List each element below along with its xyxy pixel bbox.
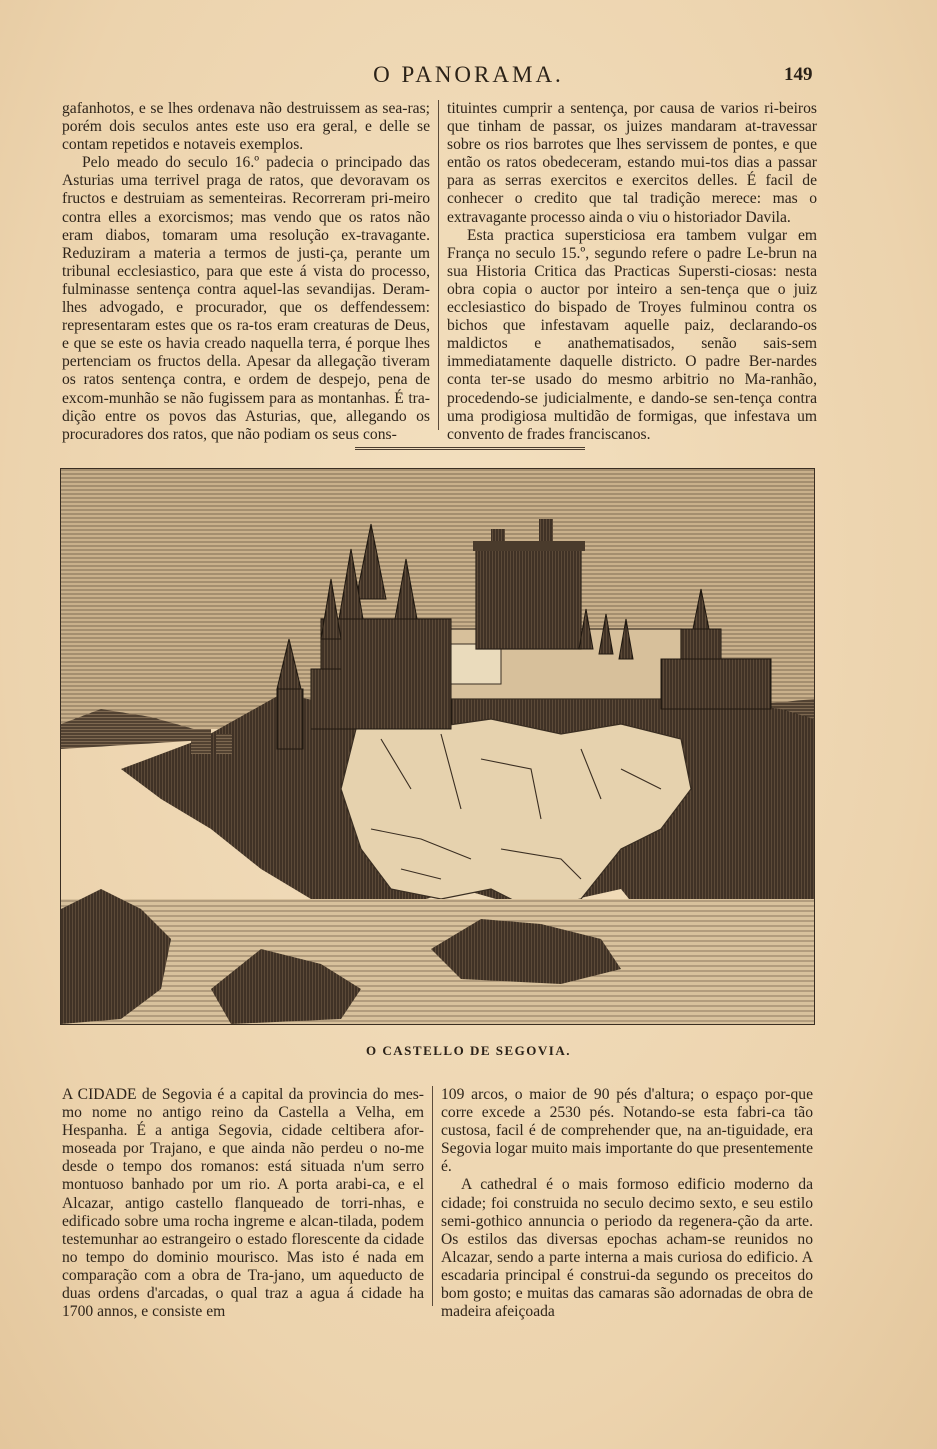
paragraph: tituintes cumprir a sentença, por causa de varios ri-beiros que tinham de passar, os juizes mandaram at-travessar sobre os rios barrotes que lhes servissem de pontes, e que então os ratos obedeceram, estando mui-tos dias a passar para as serras exercitos e exercitos delles. É facil de conhecer o credito que tal tradição merece: mas o extravagante processo ainda o viu o historiador Davila. xyxy=(447,100,817,226)
bottom-left-column xyxy=(62,1086,424,1321)
page-number: 149 xyxy=(784,64,813,85)
column-divider xyxy=(438,100,439,430)
castle-engraving xyxy=(60,468,815,1025)
paragraph: gafanhotos, e se lhes ordenava não destruissem as sea-ras; porém dois seculos antes este uso era geral, e delle se contam repetidos e notaveis exemplos. xyxy=(62,100,430,154)
column-divider xyxy=(432,1086,433,1306)
paragraph: A CIDADE de Segovia é a capital da provincia do mes-mo nome no antigo reino da Castella a Velha, em Hespanha. É a antiga Segovia, cidade celtibera afor-moseada por Trajano, e que ainda não perdeu o no-me desde o tempo dos romanos: está situada n'um serro montuoso banhado por um rio. A porta arabi-ca, e el Alcazar, antigo castello flanqueado de torri-nhas, e edificado sobre uma rocha ingreme e alcan-tilada, podem testemunhar ao estrangeiro o estado florescente da cidade no tempo do dominio mourisco. Mas isto é nada em comparação com a obra de Tra-jano, um aqueducto de duas ordens d'arcadas, o qual traz a agua á cidade ha 1700 annos, e consiste em xyxy=(62,1086,424,1321)
figure-caption: O CASTELLO DE SEGOVIA. xyxy=(366,1043,571,1058)
bottom-right-column xyxy=(441,1086,813,1321)
paragraph: A cathedral é o mais formoso edificio moderno da cidade; foi construida no seculo decimo sexto, e seu estilo semi-gothico annuncia o periodo da regenera-ção da arte. Os estilos das diversas epochas acham-se reunidos no Alcazar, sendo a parte interna a mais curiosa do edificio. A escadaria principal é construi-da segundo os preceitos do bom gosto; e muitas das camaras são adornadas de obra de madeira afeiçoada xyxy=(441,1176,813,1321)
top-left-column xyxy=(62,100,430,444)
section-separator xyxy=(355,447,585,450)
paragraph: Esta practica supersticiosa era tambem vulgar em França no seculo 15.º, segundo refere o padre Le-brun na sua Historia Critica das Practicas Supersti-ciosas: nesta obra copia o auctor por inteiro a sen-tença que o juiz ecclesiastico do bispado de Troyes fulminou contra os bichos que infestavam aquelle paiz, declarando-os maldictos e anathematisados, senão sais-sem immediatamente daquelle districto. O padre Ber-nardes conta ter-se usado do mesmo arbitrio no Ma-ranhão, procedendo-se judicialmente, e dando-se sen-tença contra uma prodigiosa multidão de formigas, que infestava um convento de frades franciscanos. xyxy=(447,226,817,443)
running-title: O PANORAMA. xyxy=(373,62,564,87)
paragraph: 109 arcos, o maior de 90 pés d'altura; o espaço por-que corre excede a 2530 pés. Notando-se esta fabri-ca tão custosa, facil é de comprehender que, na an-tiguidade, era Segovia logar muito mais importante do que presentemente é. xyxy=(441,1086,813,1176)
paragraph: Pelo meado do seculo 16.º padecia o principado das Asturias uma terrivel praga de ratos, que devoravam os fructos e destruiam as sementeiras. Recorreram pri-meiro contra elles a exorcismos; mas vendo que os ratos não eram diabos, tomaram uma resolução ex-travagante. Reduziram a materia a termos de justi-ça, perante um tribunal ecclesiastico, para que este á vista do processo, fulminasse sentença contra aquel-las sevandijas. Deram-lhes advogado, e procurador, que os deffendessem: representaram estes que os ra-tos eram creaturas de Deus, e que se este os havia creado naquella terra, é porque lhes pertenciam os fructos della. Apesar da allegação tiveram os ratos sentença contra, e ordem de despejo, pena de excom-munhão se não fugissem para as montanhas. É tra-dição entre os povos das Asturias, que, allegando os procuradores dos ratos, que não podiam os seus cons- xyxy=(62,154,430,443)
top-right-column xyxy=(447,100,817,444)
